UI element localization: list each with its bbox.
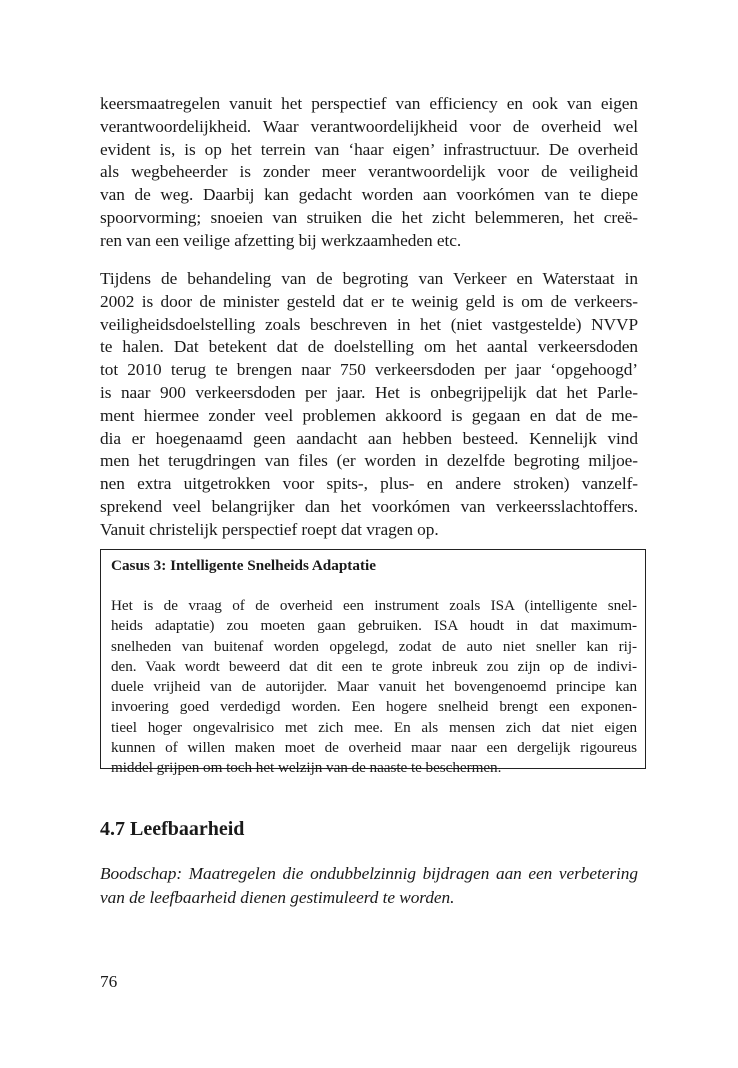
text-line: ment hiermee zonder veel problemen akkoord is gegaan en dat de me- <box>100 405 638 425</box>
text-line: kunnen of willen maken moet de overheid maar naar een dergelijk rigoureus <box>111 739 637 757</box>
paragraph-2 <box>100 268 638 542</box>
text-line: ren van een veilige afzetting bij werkzaamheden etc. <box>100 230 462 250</box>
case-study-title: Casus 3: Intelligente Snelheids Adaptatie <box>111 557 376 574</box>
text-line: den. Vaak wordt beweerd dat dit een te grote inbreuk zou zijn op de indivi- <box>111 657 637 675</box>
text-line: sprekend veel belangrijker dan het voorkómen van verkeersslachtoffers. <box>100 496 638 516</box>
text-line: als wegbeheerder is zonder meer verantwoordelijk voor de veiligheid <box>100 162 638 182</box>
text-line: veiligheidsdoelstelling zoals beschreven in het (niet vastgestelde) NVVP <box>100 314 638 334</box>
message-statement <box>100 862 638 909</box>
text-line: 2002 is door de minister gesteld dat er te weinig geld is om de verkeers- <box>100 291 638 311</box>
text-line: dia er hoegenaamd geen aandacht aan hebben besteed. Kennelijk vind <box>100 428 638 448</box>
case-study-body <box>111 596 637 779</box>
text-line: nen extra uitgetrokken voor spits-, plus- en andere stroken) vanzelf- <box>100 474 638 494</box>
text-line: Boodschap: Maatregelen die ondubbelzinnig bijdragen aan een verbetering <box>100 864 638 883</box>
text-line: van de weg. Daarbij kan gedacht worden aan voorkómen van te diepe <box>100 185 638 205</box>
text-line: verantwoordelijkheid. Waar verantwoordelijkheid voor de overheid wel <box>100 116 638 136</box>
text-line: middel grijpen om toch het welzijn van de naaste te beschermen. <box>111 759 502 777</box>
text-line: snelheden van buitenaf worden opgelegd, zodat de auto niet sneller kan rij- <box>111 637 637 655</box>
page-number: 76 <box>100 972 118 991</box>
text-line: heids adaptatie) zou moeten gaan gebruiken. ISA houdt in dat maximum- <box>111 617 637 635</box>
text-line: tot 2010 terug te brengen naar 750 verkeersdoden per jaar ‘opgehoogd’ <box>100 360 638 380</box>
text-line: is naar 900 verkeersdoden per jaar. Het is onbegrijpelijk dat het Parle- <box>100 382 638 402</box>
text-line: tieel hoger ongevalrisico met zich mee. En als mensen zich dat niet eigen <box>111 718 637 736</box>
text-line: duele vrijheid van de autorijder. Maar vanuit het bovengenoemd principe kan <box>111 678 637 696</box>
text-line: Vanuit christelijk perspectief roept dat vragen op. <box>100 519 439 539</box>
text-line: van de leefbaarheid dienen gestimuleerd te worden. <box>100 887 455 907</box>
section-heading: 4.7 Leefbaarheid <box>100 818 245 840</box>
paragraph-1 <box>100 93 638 253</box>
text-line: te halen. Dat betekent dat de doelstelling om het aantal verkeersdoden <box>100 337 638 357</box>
text-line: evident is, is op het terrein van ‘haar eigen’ infrastructuur. De overheid <box>100 139 638 159</box>
text-line: keersmaatregelen vanuit het perspectief van efficiency en ook van eigen <box>100 94 638 113</box>
text-line: Het is de vraag of de overheid een instrument zoals ISA (intelligente snel- <box>111 597 637 614</box>
text-line: men het terugdringen van files (er worden in dezelfde begroting miljoe- <box>100 451 638 471</box>
text-line: invoering goed verdedigd worden. Een hogere snelheid brengt een exponen- <box>111 698 637 716</box>
text-line: spoorvorming; snoeien van struiken die het zicht belemmeren, het creë- <box>100 207 638 227</box>
text-line: Tijdens de behandeling van de begroting van Verkeer en Waterstaat in <box>100 269 638 288</box>
case-study-box <box>100 549 646 777</box>
